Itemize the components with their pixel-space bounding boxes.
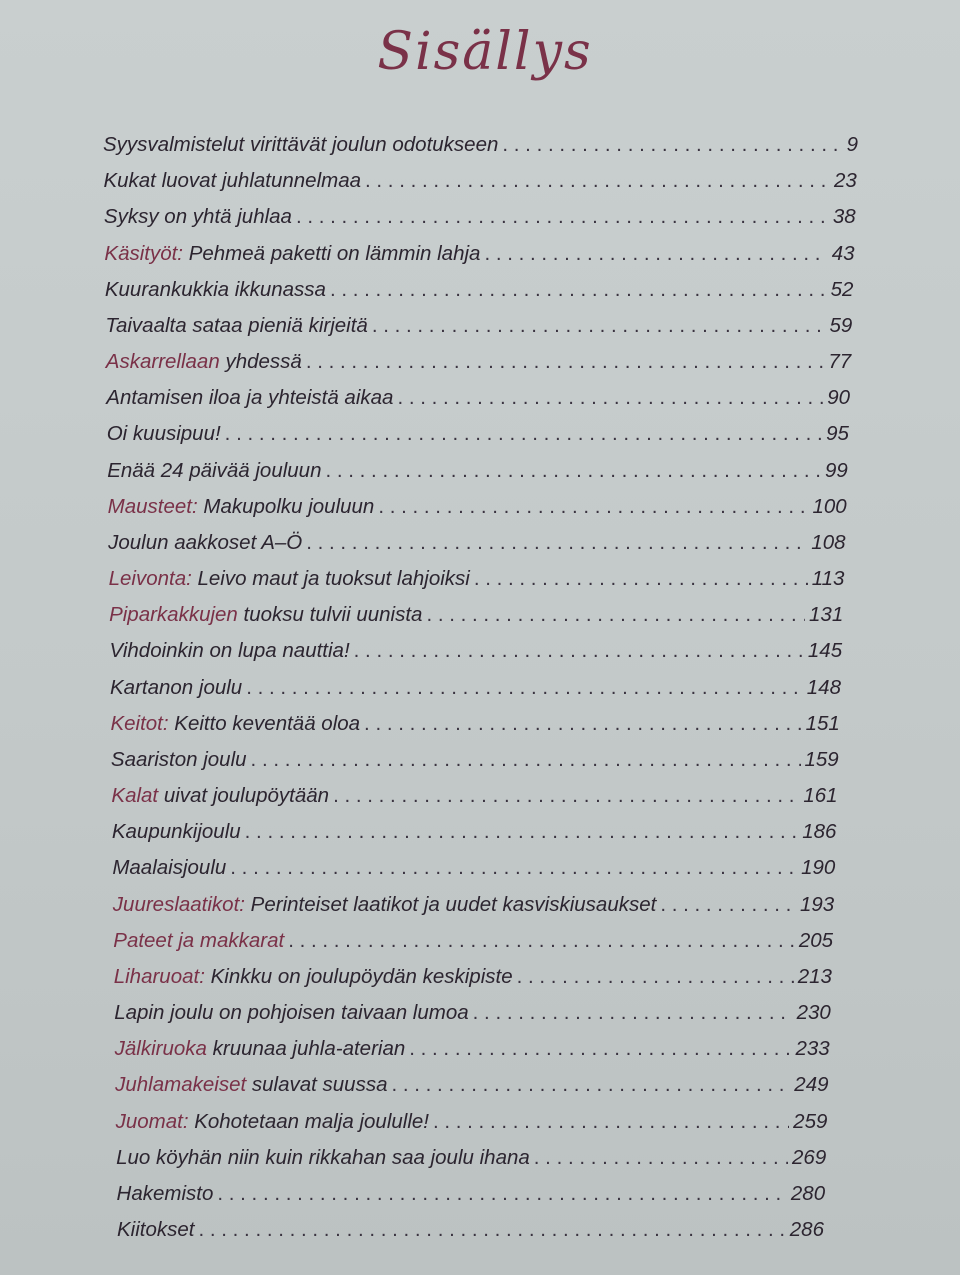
toc-page-number: 159 xyxy=(804,747,839,771)
toc-entry[interactable] xyxy=(113,964,832,988)
toc-leader-dots xyxy=(378,497,808,518)
toc-leader-dots xyxy=(225,424,822,445)
toc-page-number: 230 xyxy=(796,1001,831,1024)
toc-page-number: 205 xyxy=(798,928,834,952)
toc-entry-text: sulavat suussa xyxy=(246,1073,388,1097)
toc-leader-dots xyxy=(484,244,827,265)
toc-page-number: 23 xyxy=(834,169,857,193)
toc-entry-text: Maalaisjoulu xyxy=(112,856,227,880)
toc-leader-dots xyxy=(426,605,805,626)
toc-entry[interactable] xyxy=(104,207,856,228)
toc-entry-text: Syysvalmistelut virittävät joulun odotukseen xyxy=(103,133,499,156)
toc-entry-text: kruunaa juhla-aterian xyxy=(206,1037,406,1061)
toc-leader-dots xyxy=(296,207,829,228)
toc-leader-dots xyxy=(502,135,842,156)
toc-entry-title xyxy=(107,494,375,518)
toc-page-number: 269 xyxy=(792,1145,827,1169)
toc-entry-text: Antamisen iloa ja yhteistä aikaa xyxy=(106,386,394,410)
toc-entry[interactable] xyxy=(106,352,851,373)
toc-entry-title xyxy=(111,786,329,807)
page-title: Sisällys xyxy=(377,22,593,82)
toc-entry-text: Syksy on yhtä juhlaa xyxy=(103,205,292,229)
toc-entry-category: Juhlamakeiset xyxy=(115,1073,247,1097)
toc-entry[interactable] xyxy=(103,135,858,156)
toc-entry-text: Keitto keventää oloa xyxy=(168,711,361,735)
toc-entry-title xyxy=(106,388,393,409)
toc-entry-text: tuoksu tulvii uunista xyxy=(237,603,423,627)
toc-entry-category: Kalat xyxy=(111,784,159,807)
toc-entry[interactable] xyxy=(112,822,837,843)
toc-page-number: 249 xyxy=(794,1073,829,1097)
toc-entry[interactable] xyxy=(113,928,834,952)
toc-entry-category: Piparkakkujen xyxy=(109,603,238,627)
toc-entry-text: Perinteiset laatikot ja uudet kasviskiusaukset xyxy=(244,892,657,916)
toc-leader-dots xyxy=(306,533,807,554)
toc-leader-dots xyxy=(354,641,804,662)
toc-entry-title xyxy=(117,1220,194,1241)
toc-entry-title xyxy=(103,171,361,192)
toc-page-number: 280 xyxy=(790,1181,826,1205)
toc-leader-dots xyxy=(473,1003,793,1024)
toc-entry-category: Juomat: xyxy=(115,1109,189,1133)
toc-entry[interactable] xyxy=(116,1181,826,1205)
toc-entry-text: Makupolku jouluun xyxy=(197,494,375,518)
toc-entry[interactable] xyxy=(110,675,841,699)
toc-entry-title xyxy=(113,928,285,952)
toc-entry-title xyxy=(112,822,241,843)
toc-leader-dots xyxy=(325,461,820,482)
toc-entry-title xyxy=(110,747,247,771)
toc-leader-dots xyxy=(230,858,797,879)
toc-entry-title xyxy=(110,711,361,735)
toc-entry-category: Jälkiruoka xyxy=(114,1037,207,1061)
toc-entry-title xyxy=(109,569,470,590)
toc-entry-category: Pateet ja makkarat xyxy=(113,928,285,952)
toc-entry-text: Lapin joulu on pohjoisen taivaan lumoa xyxy=(114,1001,469,1024)
toc-page-number: 113 xyxy=(811,567,845,590)
toc-entry-text: Kaupunkijoulu xyxy=(111,820,241,844)
toc-entry[interactable] xyxy=(110,641,843,662)
toc-entry-category: Keitot: xyxy=(110,711,169,735)
toc-entry-title xyxy=(112,892,657,916)
toc-entry-title xyxy=(104,277,326,301)
toc-page-number: 233 xyxy=(795,1037,830,1061)
toc-leader-dots xyxy=(330,280,827,301)
toc-page-number: 259 xyxy=(793,1109,828,1133)
toc-leader-dots xyxy=(245,822,799,843)
toc-entry[interactable] xyxy=(109,569,845,590)
toc-entry-title xyxy=(106,352,302,373)
toc-entry-title xyxy=(110,641,350,662)
toc-entry-title xyxy=(107,458,322,482)
toc-entry[interactable] xyxy=(110,747,839,771)
toc-entry-category: Juureslaatikot: xyxy=(112,892,245,916)
toc-entry[interactable] xyxy=(109,605,843,626)
toc-page-number: 193 xyxy=(799,892,835,916)
toc-entry-text: Oi kuusipuu! xyxy=(106,422,221,446)
toc-page-number: 59 xyxy=(829,313,853,337)
toc-entry-category: Mausteet: xyxy=(107,494,198,518)
toc-leader-dots xyxy=(288,931,795,952)
toc-leader-dots xyxy=(474,569,808,590)
toc-leader-dots xyxy=(372,316,826,337)
toc-entry-title xyxy=(107,424,221,445)
toc-leader-dots xyxy=(246,678,803,699)
toc-entry-text: Kuurankukkia ikkunassa xyxy=(104,277,326,301)
toc-page-number: 186 xyxy=(802,820,837,844)
toc-entry-text: Kohotetaan malja joululle! xyxy=(188,1109,429,1133)
toc-entry[interactable] xyxy=(117,1220,824,1241)
toc-page-number: 99 xyxy=(824,458,848,482)
toc-entry[interactable] xyxy=(104,241,855,265)
toc-entry[interactable] xyxy=(107,494,847,518)
toc-entry-text: Luo köyhän niin kuin rikkahan saa joulu ihana xyxy=(116,1145,530,1169)
toc-entry-text: Hakemisto xyxy=(116,1181,214,1205)
toc-entry-text: Kukat luovat juhlatunnelmaa xyxy=(103,169,362,193)
toc-entry[interactable] xyxy=(110,711,840,735)
toc-leader-dots xyxy=(391,1075,790,1096)
toc-page-number: 9 xyxy=(846,133,858,156)
toc-entry[interactable] xyxy=(103,171,856,192)
toc-entry-title xyxy=(114,1003,468,1024)
toc-page-number: 213 xyxy=(797,964,832,988)
toc-entry[interactable] xyxy=(116,1145,827,1169)
toc-page-number: 38 xyxy=(832,205,856,229)
toc-page-number: 148 xyxy=(806,675,841,699)
toc-leader-dots xyxy=(251,750,801,771)
toc-entry[interactable] xyxy=(115,1039,830,1060)
toc-page-number: 161 xyxy=(803,784,838,807)
toc-page-number: 286 xyxy=(789,1218,824,1241)
toc-leader-dots xyxy=(306,352,825,373)
toc-entry-text: Joulun aakkoset A–Ö xyxy=(108,530,303,554)
toc-page-number: 90 xyxy=(827,386,851,410)
toc-leader-dots xyxy=(397,388,823,409)
toc-entry-text: Pehmeä paketti on lämmin lahja xyxy=(183,241,481,265)
toc-entry-text: Vihdoinkin on lupa nauttia! xyxy=(109,639,350,663)
toc-entry-text: uivat joulupöytään xyxy=(158,784,330,807)
toc-entry-text: yhdessä xyxy=(219,350,302,373)
toc-entry-title xyxy=(113,964,513,988)
toc-leader-dots xyxy=(409,1039,791,1060)
toc-page-number: 77 xyxy=(828,350,852,373)
toc-entry-text: Saariston joulu xyxy=(110,747,247,771)
toc-entry[interactable] xyxy=(115,1109,828,1133)
toc-page-number: 151 xyxy=(805,711,840,735)
toc-entry-text: Kartanon joulu xyxy=(110,675,243,699)
toc-entry-title xyxy=(108,530,303,554)
toc-entry-text: Kinkku on joulupöydän keskipiste xyxy=(204,964,513,988)
toc-entry-title xyxy=(115,1109,429,1133)
toc-entry-title xyxy=(110,675,243,699)
toc-entry-text: Enää 24 päivää jouluun xyxy=(107,458,322,482)
toc-entry-title xyxy=(112,858,226,879)
toc-page-number: 95 xyxy=(826,422,849,446)
toc-entry-title xyxy=(116,1145,530,1169)
toc-leader-dots xyxy=(217,1184,787,1205)
toc-entry-title xyxy=(104,207,292,228)
toc-leader-dots xyxy=(365,171,830,192)
toc-leader-dots xyxy=(433,1112,789,1133)
toc-entry-category: Leivonta: xyxy=(108,567,192,590)
toc-entry[interactable] xyxy=(112,892,835,916)
toc-page-number: 108 xyxy=(811,530,846,554)
toc-page-number: 190 xyxy=(801,856,836,880)
toc-page-number: 131 xyxy=(809,603,844,627)
toc-entry-title xyxy=(115,1075,387,1096)
toc-entry-title xyxy=(116,1181,214,1205)
toc-entry[interactable] xyxy=(111,786,837,807)
toc-entry-text: Leivo maut ja tuoksut lahjoiksi xyxy=(191,567,470,590)
toc-leader-dots xyxy=(198,1220,785,1241)
toc-page-number: 43 xyxy=(831,241,855,265)
toc-entry-title xyxy=(115,1039,406,1060)
toc-entry[interactable] xyxy=(105,313,853,337)
toc-entry-category: Liharuoat: xyxy=(113,964,205,988)
toc-entry[interactable] xyxy=(108,530,846,554)
toc-entry[interactable] xyxy=(106,388,850,409)
toc-entry-text: Kiitokset xyxy=(117,1218,195,1241)
toc-entry-title xyxy=(105,313,368,337)
toc-entry-category: Käsityöt: xyxy=(104,241,184,265)
toc-entry[interactable] xyxy=(107,424,849,445)
toc-leader-dots xyxy=(517,967,794,988)
toc-entry[interactable] xyxy=(107,458,848,482)
toc-entry[interactable] xyxy=(114,1003,831,1024)
toc-leader-dots xyxy=(660,895,796,916)
toc-entry-text: Taivaalta sataa pieniä kirjeitä xyxy=(105,313,368,337)
toc-leader-dots xyxy=(364,714,802,735)
toc-leader-dots xyxy=(333,786,799,807)
toc-entry[interactable] xyxy=(115,1075,828,1096)
toc-entry[interactable] xyxy=(112,858,835,879)
toc-entry[interactable] xyxy=(104,277,854,301)
toc-page-number: 145 xyxy=(807,639,843,663)
toc-page-number: 100 xyxy=(812,494,847,518)
toc-entry-category: Askarrellaan xyxy=(105,350,220,373)
toc-page-number: 52 xyxy=(830,277,854,301)
toc-entry-title xyxy=(104,241,481,265)
toc-entry-title xyxy=(103,135,498,156)
toc-leader-dots xyxy=(534,1148,788,1169)
toc-entry-title xyxy=(109,605,422,626)
